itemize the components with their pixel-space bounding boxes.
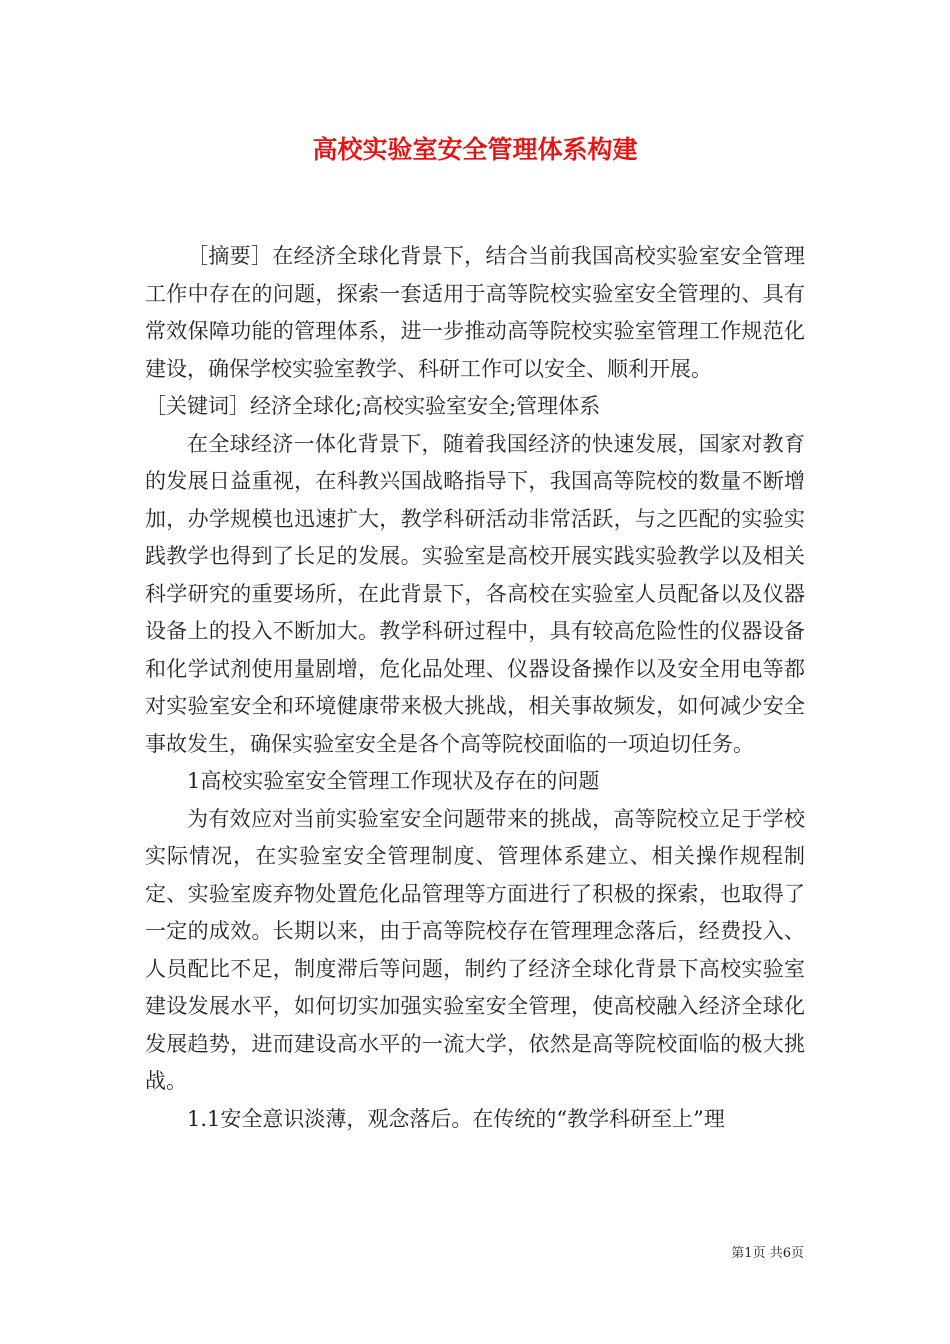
subsection-paragraph: 1.1安全意识淡薄，观念落后。在传统的“教学科研至上”理: [187, 1106, 725, 1131]
page-number-footer: [731, 1244, 804, 1264]
keywords-paragraph: ［关键词］经济全球化;高校实验室安全;管理体系: [145, 394, 601, 418]
section-heading: 1高校实验室安全管理工作现状及存在的问题: [187, 769, 600, 793]
document-body: [145, 238, 805, 1138]
abstract-paragraph: ［摘要］在经济全球化背景下，结合当前我国高校实验室安全管理工作中存在的问题，探索一套适用于高等院校实验室安全管理的、具有常效保障功能的管理体系，进一步推动高等院校实验室管理工作规范化建设，确保学校实验室教学、科研工作可以安全、顺利开展。: [145, 244, 805, 381]
page-total: 6: [782, 1246, 791, 1261]
page-middle: 页 共: [752, 1246, 783, 1261]
page-prefix: 第: [731, 1246, 745, 1261]
document-title: 高校实验室安全管理体系构建: [312, 135, 638, 164]
page-current: 1: [744, 1246, 753, 1261]
section-paragraph: 为有效应对当前实验室安全问题带来的挑战，高等院校立足于学校实际情况，在实验室安全管理制度、管理体系建立、相关操作规程制定、实验室废弃物处置危化品管理等方面进行了积极的探索，也取得了一定的成效。长期以来，由于高等院校存在管理理念落后，经费投入、人员配比不足，制度滞后等问题，制约了经济全球化背景下高校实验室建设发展水平，如何切实加强实验室安全管理，使高校融入经济全球化发展趋势，进而建设高水平的一流大学，依然是高等院校面临的极大挑战。: [145, 806, 805, 1093]
intro-paragraph: 在全球经济一体化背景下，随着我国经济的快速发展，国家对教育的发展日益重视，在科教兴国战略指导下，我国高等院校的数量不断增加，办学规模也迅速扩大，教学科研活动非常活跃，与之匹配的实验实践教学也得到了长足的发展。实验室是高校开展实践实验教学以及相关科学研究的重要场所，在此背景下，各高校在实验室人员配备以及仪器设备上的投入不断加大。教学科研过程中，具有较高危险性的仪器设备和化学试剂使用量剧增，危化品处理、仪器设备操作以及安全用电等都对实验室安全和环境健康带来极大挑战，相关事故频发，如何减少安全事故发生，确保实验室安全是各个高等院校面临的一项迫切任务。: [145, 431, 805, 756]
page-suffix: 页: [790, 1246, 804, 1261]
